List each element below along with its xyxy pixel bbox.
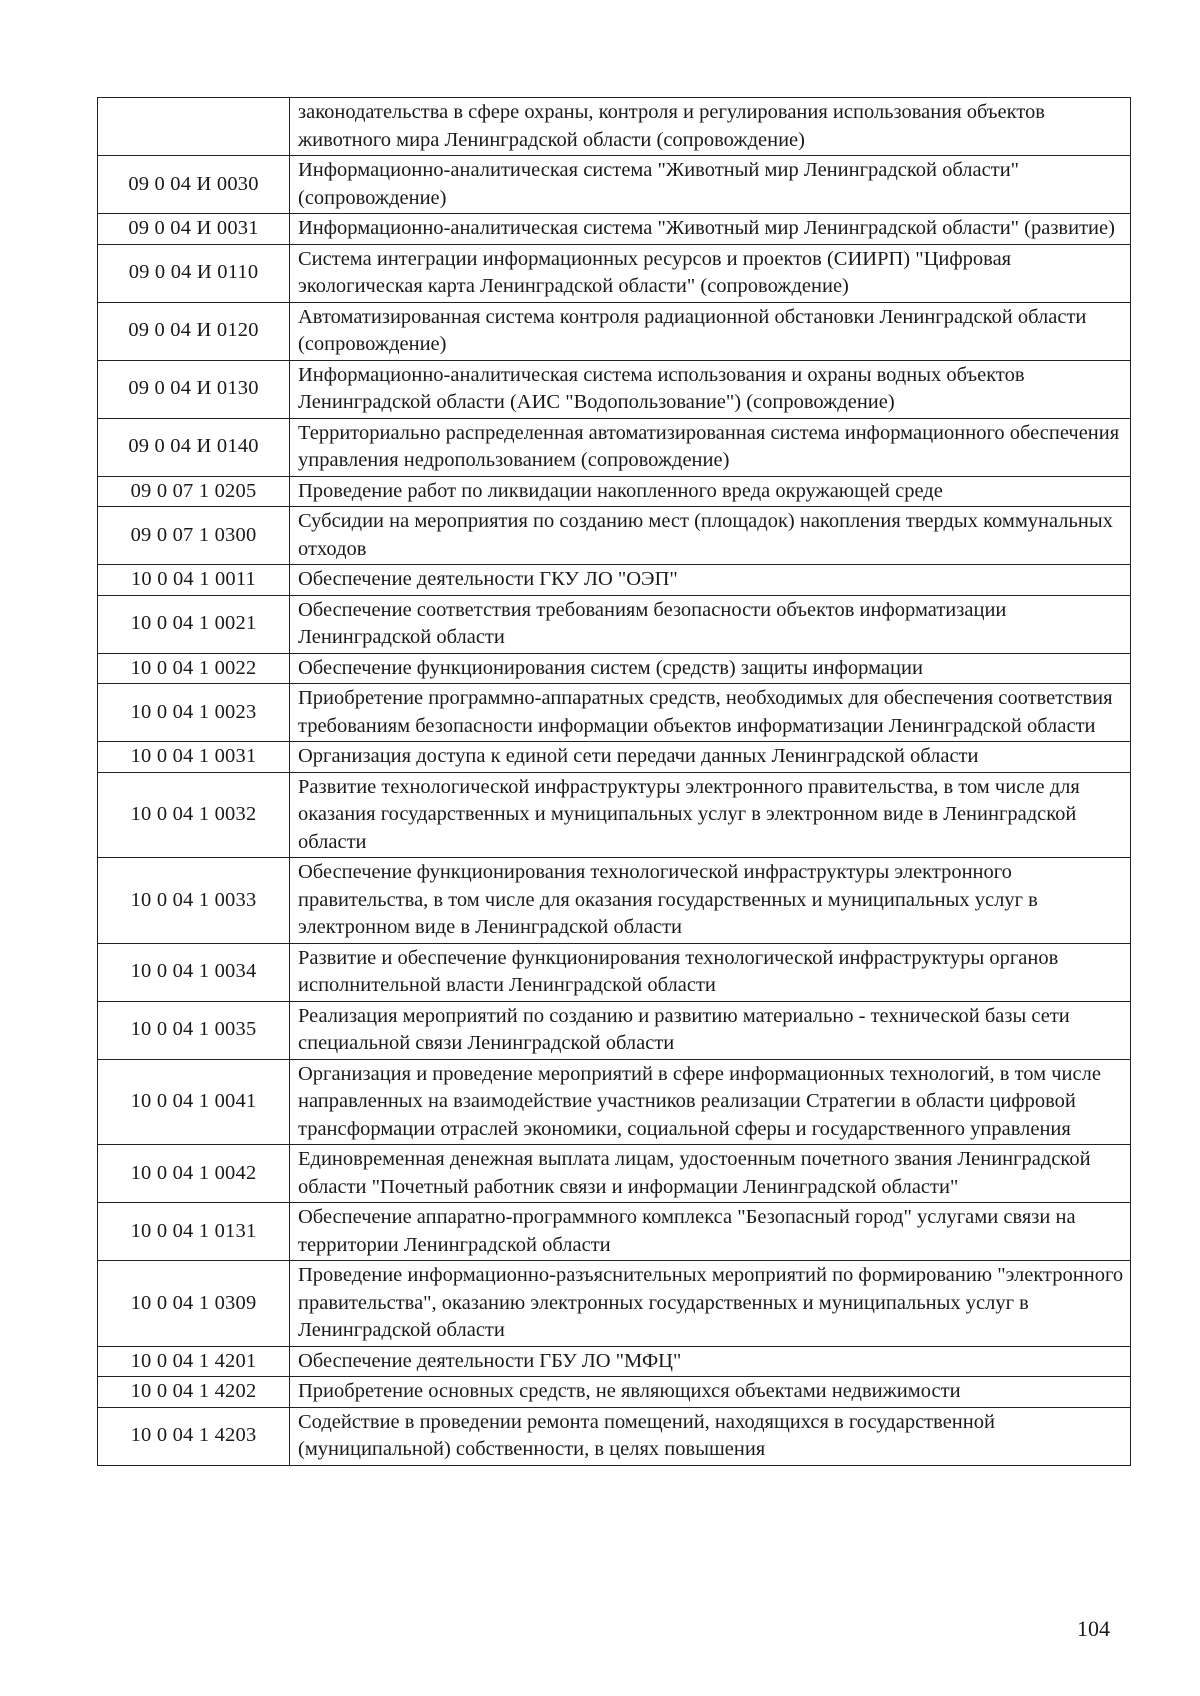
table-row xyxy=(98,418,1131,476)
code-cell: 09 0 04 И 0130 xyxy=(98,360,290,418)
code-cell: 10 0 04 1 0031 xyxy=(98,742,290,773)
description-cell: Информационно-аналитическая система "Животный мир Ленинградской области" (сопровождение) xyxy=(290,156,1131,214)
table-row xyxy=(98,943,1131,1001)
page-number: 104 xyxy=(1077,1616,1110,1641)
description-cell: Информационно-аналитическая система использования и охраны водных объектов Ленинградской области (АИС "Водопользование") (сопровождение) xyxy=(290,360,1131,418)
table-row xyxy=(98,565,1131,596)
code-cell: 09 0 04 И 0140 xyxy=(98,418,290,476)
description-cell: Единовременная денежная выплата лицам, удостоенным почетного звания Ленинградской области "Почетный работник связи и информации Ленинградской области" xyxy=(290,1145,1131,1203)
table-row xyxy=(98,1407,1131,1465)
budget-code-table xyxy=(97,97,1131,1466)
description-cell: Обеспечение функционирования технологической инфраструктуры электронного правительства, в том числе для оказания государственных и муниципальных услуг в электронном виде в Ленинградской области xyxy=(290,858,1131,944)
table-row xyxy=(98,1346,1131,1377)
description-cell: Содействие в проведении ремонта помещений, находящихся в государственной (муниципальной) собственности, в целях повышения xyxy=(290,1407,1131,1465)
code-cell xyxy=(98,98,290,156)
table-row xyxy=(98,1203,1131,1261)
code-cell: 10 0 04 1 0011 xyxy=(98,565,290,596)
table-row xyxy=(98,772,1131,858)
description-cell: Организация доступа к единой сети передачи данных Ленинградской области xyxy=(290,742,1131,773)
table-row xyxy=(98,1059,1131,1145)
code-cell: 10 0 04 1 0023 xyxy=(98,684,290,742)
table-row xyxy=(98,476,1131,507)
description-cell: Развитие и обеспечение функционирования технологической инфраструктуры органов исполнительной власти Ленинградской области xyxy=(290,943,1131,1001)
description-cell: Проведение информационно-разъяснительных мероприятий по формированию "электронного правительства", оказанию электронных государственных и муниципальных услуг в Ленинградской области xyxy=(290,1261,1131,1347)
code-cell: 10 0 04 1 4202 xyxy=(98,1377,290,1408)
code-cell: 09 0 04 И 0031 xyxy=(98,214,290,245)
code-cell: 10 0 04 1 0022 xyxy=(98,653,290,684)
table-row xyxy=(98,858,1131,944)
code-cell: 09 0 04 И 0120 xyxy=(98,302,290,360)
description-cell: Обеспечение деятельности ГКУ ЛО "ОЭП" xyxy=(290,565,1131,596)
code-cell: 10 0 04 1 4203 xyxy=(98,1407,290,1465)
description-cell: Информационно-аналитическая система "Животный мир Ленинградской области" (развитие) xyxy=(290,214,1131,245)
description-cell: Организация и проведение мероприятий в сфере информационных технологий, в том числе направленных на взаимодействие участников реализации Стратегии в области цифровой трансформации отраслей экономики, социальной сферы и государственного управления xyxy=(290,1059,1131,1145)
code-cell: 09 0 04 И 0030 xyxy=(98,156,290,214)
table-row xyxy=(98,742,1131,773)
table-row xyxy=(98,507,1131,565)
code-cell: 10 0 04 1 0041 xyxy=(98,1059,290,1145)
code-cell: 10 0 04 1 0035 xyxy=(98,1001,290,1059)
code-cell: 10 0 04 1 0309 xyxy=(98,1261,290,1347)
table-row xyxy=(98,156,1131,214)
description-cell: Обеспечение функционирования систем (средств) защиты информации xyxy=(290,653,1131,684)
table-row xyxy=(98,98,1131,156)
description-cell: Автоматизированная система контроля радиационной обстановки Ленинградской области (сопровождение) xyxy=(290,302,1131,360)
description-cell: Реализация мероприятий по созданию и развитию материально - технической базы сети специальной связи Ленинградской области xyxy=(290,1001,1131,1059)
document-page xyxy=(97,97,1130,1466)
table-row xyxy=(98,244,1131,302)
description-cell: Развитие технологической инфраструктуры электронного правительства, в том числе для оказания государственных и муниципальных услуг в электронном виде в Ленинградской области xyxy=(290,772,1131,858)
code-cell: 10 0 04 1 0042 xyxy=(98,1145,290,1203)
description-cell: законодательства в сфере охраны, контроля и регулирования использования объектов животного мира Ленинградской области (сопровождение) xyxy=(290,98,1131,156)
table-row xyxy=(98,302,1131,360)
table-row xyxy=(98,214,1131,245)
table-row xyxy=(98,595,1131,653)
table-body xyxy=(98,98,1131,1466)
table-row xyxy=(98,1261,1131,1347)
description-cell: Система интеграции информационных ресурсов и проектов (СИИРП) "Цифровая экологическая карта Ленинградской области" (сопровождение) xyxy=(290,244,1131,302)
table-row xyxy=(98,1001,1131,1059)
description-cell: Обеспечение соответствия требованиям безопасности объектов информатизации Ленинградской области xyxy=(290,595,1131,653)
description-cell: Обеспечение деятельности ГБУ ЛО "МФЦ" xyxy=(290,1346,1131,1377)
code-cell: 10 0 04 1 0021 xyxy=(98,595,290,653)
table-row xyxy=(98,653,1131,684)
description-cell: Приобретение основных средств, не являющихся объектами недвижимости xyxy=(290,1377,1131,1408)
description-cell: Территориально распределенная автоматизированная система информационного обеспечения управления недропользованием (сопровождение) xyxy=(290,418,1131,476)
description-cell: Приобретение программно-аппаратных средств, необходимых для обеспечения соответствия требованиям безопасности информации объектов информатизации Ленинградской области xyxy=(290,684,1131,742)
code-cell: 09 0 04 И 0110 xyxy=(98,244,290,302)
table-row xyxy=(98,360,1131,418)
description-cell: Обеспечение аппаратно-программного комплекса "Безопасный город" услугами связи на территории Ленинградской области xyxy=(290,1203,1131,1261)
code-cell: 10 0 04 1 0034 xyxy=(98,943,290,1001)
description-cell: Субсидии на мероприятия по созданию мест (площадок) накопления твердых коммунальных отходов xyxy=(290,507,1131,565)
code-cell: 10 0 04 1 0033 xyxy=(98,858,290,944)
code-cell: 10 0 04 1 0032 xyxy=(98,772,290,858)
code-cell: 10 0 04 1 0131 xyxy=(98,1203,290,1261)
code-cell: 10 0 04 1 4201 xyxy=(98,1346,290,1377)
code-cell: 09 0 07 1 0300 xyxy=(98,507,290,565)
table-row xyxy=(98,684,1131,742)
table-row xyxy=(98,1377,1131,1408)
table-row xyxy=(98,1145,1131,1203)
code-cell: 09 0 07 1 0205 xyxy=(98,476,290,507)
description-cell: Проведение работ по ликвидации накопленного вреда окружающей среде xyxy=(290,476,1131,507)
